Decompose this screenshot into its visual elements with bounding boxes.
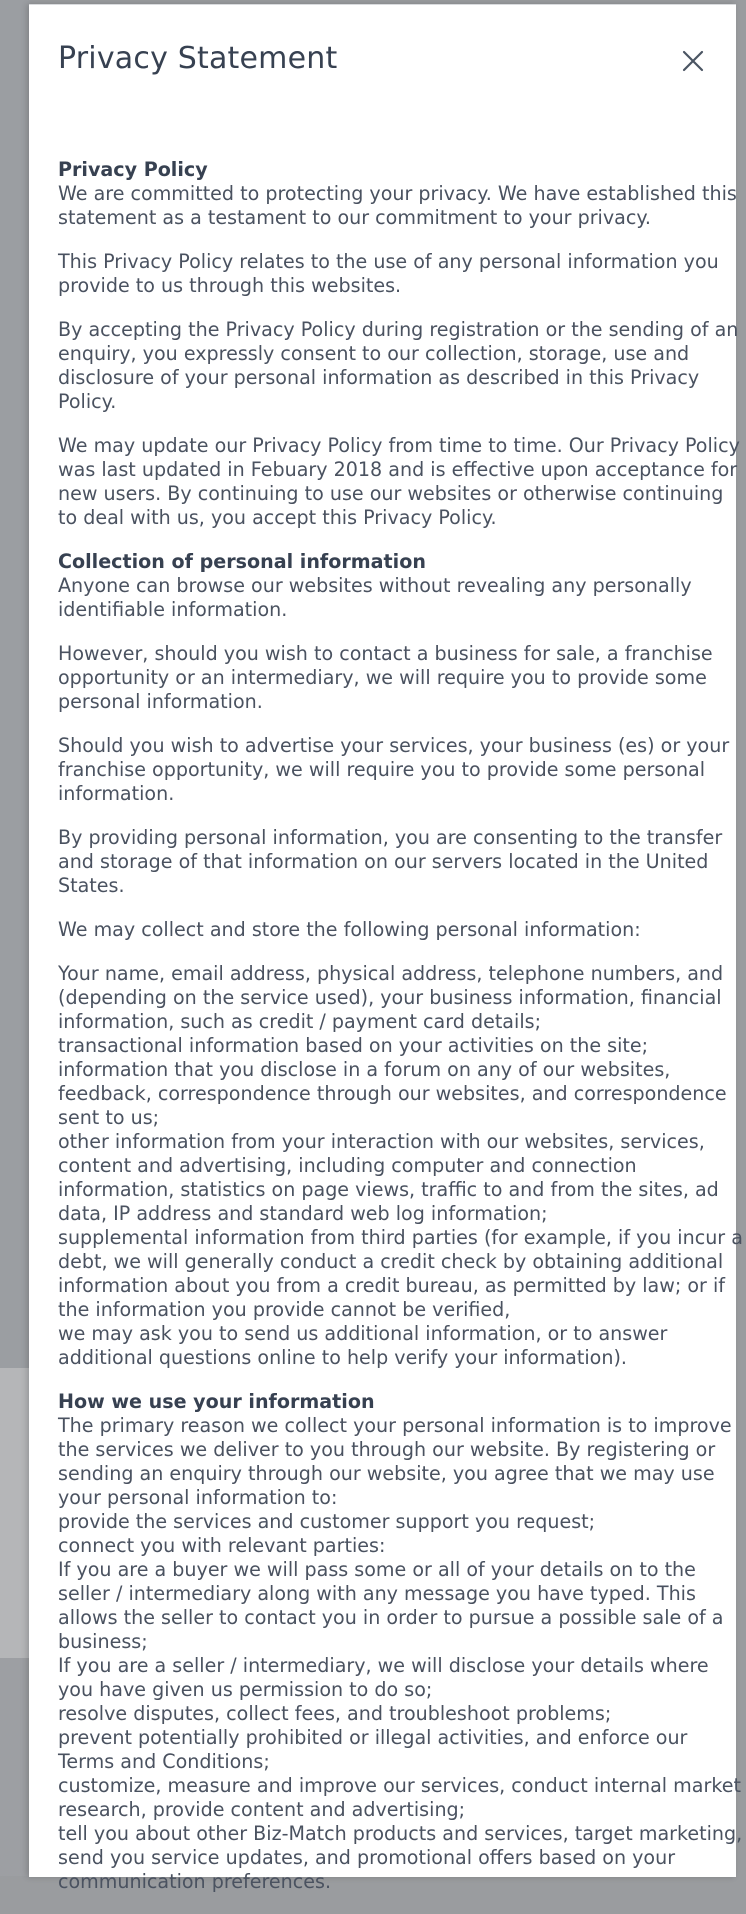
list-item: provide the services and customer support you request;: [58, 1510, 596, 1533]
section-heading: Collection of personal information: [58, 550, 426, 573]
paragraph: By providing personal information, you are consenting to the transfer and storage of that information on our servers located in the United States.: [58, 826, 723, 897]
privacy-content: [58, 158, 746, 1914]
paragraph: By accepting the Privacy Policy during registration or the sending of an enquiry, you expressly consent to our collection, storage, use and disclosure of your personal information as described in this Privacy Policy.: [58, 318, 739, 413]
backdrop-region: [0, 0, 30, 1368]
drawer-title: Privacy Statement: [58, 41, 338, 76]
privacy-statement-drawer: [29, 4, 743, 1893]
list-item: Your name, email address, physical address, telephone numbers, and (depending on the service used), your business information, financial information, such as credit / payment card details;: [58, 962, 724, 1033]
list-item: tell you about other Biz-Match products and services, target marketing, send you service updates, and promotional offers based on your communication preferences.: [58, 1822, 743, 1893]
paragraph: We may update our Privacy Policy from time to time. Our Privacy Policy was last updated in Febuary 2018 and is effective upon acceptance for new users. By continuing to use our websites or otherwise continuing to deal with us, you accept this Privacy Policy.: [58, 434, 740, 529]
paragraph: Anyone can browse our websites without revealing any personally identifiable information.: [58, 574, 692, 621]
list-item: customize, measure and improve our services, conduct internal market research, provide content and advertising;: [58, 1774, 741, 1821]
list-item: supplemental information from third parties (for example, if you incur a debt, we will generally conduct a credit check by obtaining additional information about you from a credit bureau, as permitted by law; or if the information you provide cannot be verified,: [58, 1226, 743, 1321]
section-privacy-policy: [58, 158, 746, 530]
list-item: other information from your interaction with our websites, services, content and advertising, including computer and connection information, statistics on page views, traffic to and from the sites, ad data, IP address and standard web log information;: [58, 1130, 719, 1225]
list-item: The primary reason we collect your personal information is to improve the services we deliver to you through our website. By registering or sending an enquiry through our website, you agree that we may use your personal information to:: [58, 1414, 732, 1509]
paragraph: This Privacy Policy relates to the use of any personal information you provide to us through this websites.: [58, 250, 719, 297]
list-item: If you are a seller / intermediary, we will disclose your details where you have given us permission to do so;: [58, 1654, 709, 1701]
close-icon: [682, 50, 704, 72]
list-item: we may ask you to send us additional information, or to answer additional questions online to help verify your information).: [58, 1322, 668, 1369]
paragraph: However, should you wish to contact a business for sale, a franchise opportunity or an intermediary, we will require you to provide some personal information.: [58, 642, 713, 713]
list-item: prevent potentially prohibited or illegal activities, and enforce our Terms and Conditions;: [58, 1726, 688, 1773]
close-button[interactable]: [676, 44, 710, 78]
list-item: transactional information based on your activities on the site;: [58, 1034, 649, 1057]
section-use: [58, 1390, 746, 1894]
collected-info-list: [58, 962, 746, 1370]
section-collection: [58, 550, 746, 942]
paragraph: We may collect and store the following personal information:: [58, 918, 641, 941]
paragraph: Should you wish to advertise your services, your business (es) or your franchise opportunity, we will require you to provide some personal information.: [58, 734, 730, 805]
paragraph: We are committed to protecting your privacy. We have established this statement as a testament to our commitment to your privacy.: [58, 182, 737, 229]
section-heading: How we use your information: [58, 1390, 375, 1413]
list-item: resolve disputes, collect fees, and troubleshoot problems;: [58, 1702, 612, 1725]
backdrop-region: [0, 1658, 30, 1876]
section-heading: Privacy Policy: [58, 158, 208, 181]
backdrop-region: [0, 1368, 30, 1658]
list-item: information that you disclose in a forum on any of our websites, feedback, correspondence through our websites, and correspondence sent to us;: [58, 1058, 727, 1129]
list-item: If you are a buyer we will pass some or all of your details on to the seller / intermediary along with any message you have typed. This allows the seller to contact you in order to pursue a possible sale of a business;: [58, 1558, 724, 1653]
list-item: connect you with relevant parties:: [58, 1534, 386, 1557]
